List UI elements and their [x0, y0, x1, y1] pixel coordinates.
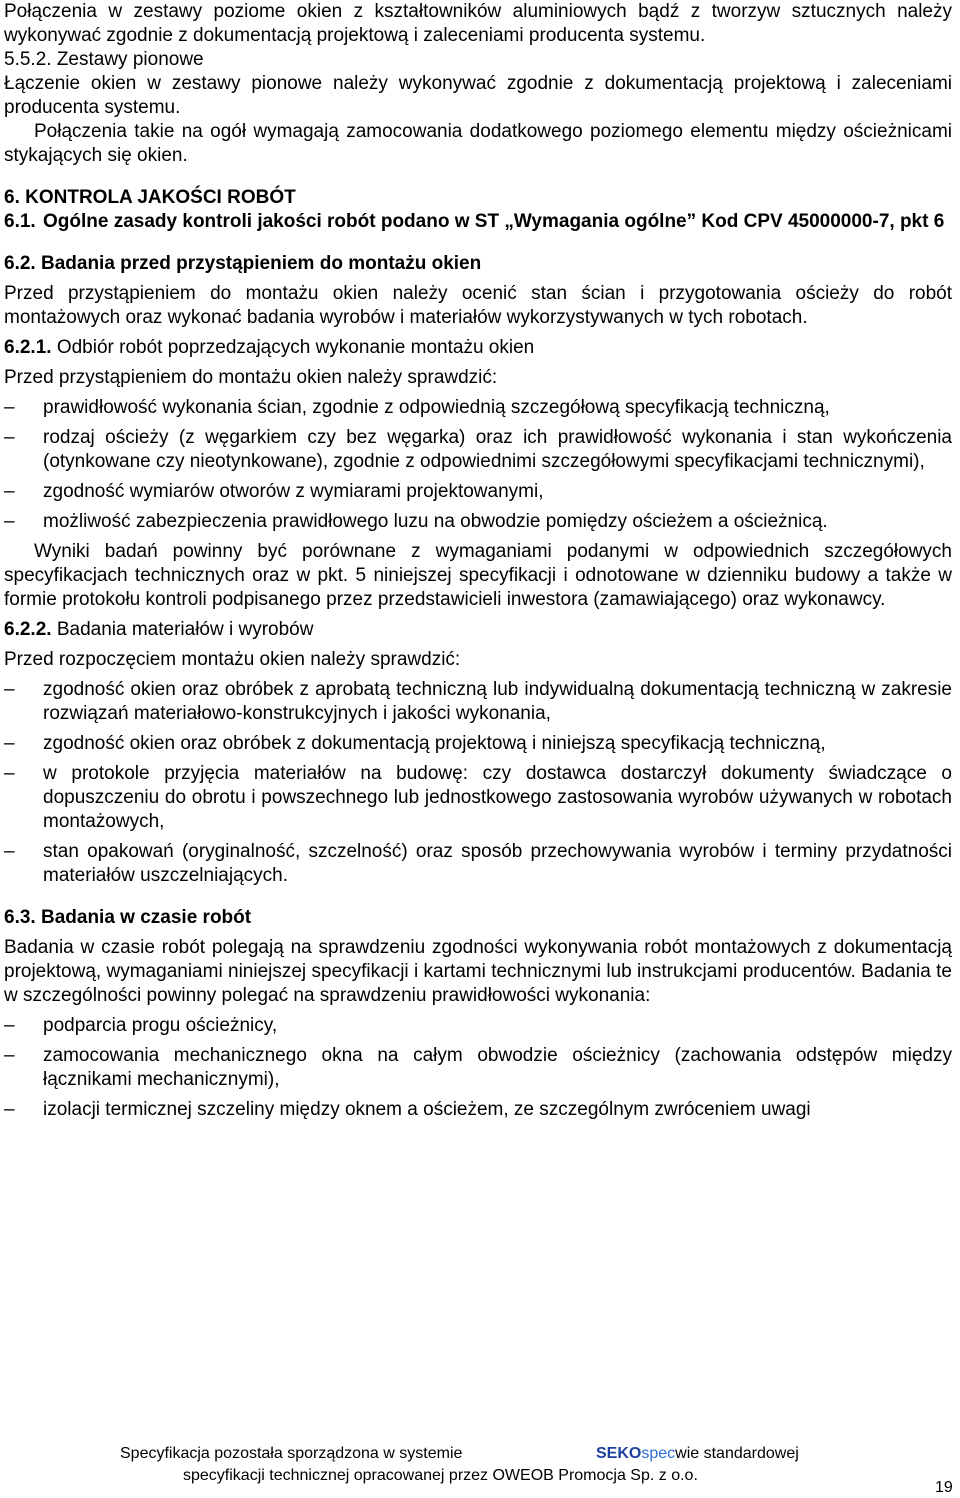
paragraph-vertical-sets: Łączenie okien w zestawy pionowe należy wykonywać zgodnie z dokumentacją projektową i zaleceniami producenta systemu.	[4, 73, 952, 118]
list-item: – izolacji termicznej szczeliny między oknem a ościeżem, ze szczególnym zwróceniem uwagi	[4, 1099, 811, 1120]
list-item: – rodzaj ościeży (z węgarkiem czy bez węgarka) oraz ich prawidłowość wykonania i stan wykończenia (otynkowane czy nieotynkowane), zgodnie z odpowiednimi szczegółowymi specyfikacjami technicznymi),	[4, 427, 952, 472]
heading-6-2-2-number: 6.2.2.	[4, 619, 52, 640]
heading-6-2-1-number: 6.2.1.	[4, 337, 52, 358]
list-item: – zgodność wymiarów otworów z wymiarami projektowanymi,	[4, 481, 544, 502]
paragraph-6-2-2-intro: Przed rozpoczęciem montażu okien należy sprawdzić:	[4, 649, 461, 670]
brand-spec: spec	[641, 1445, 676, 1462]
list-6-2-2	[4, 678, 952, 888]
heading-6-quality-control: 6. KONTROLA JAKOŚCI ROBÓT	[4, 187, 296, 208]
heading-6-2-1-text: Odbiór robót poprzedzających wykonanie montażu okien	[56, 337, 535, 358]
list-6-3	[4, 1014, 952, 1122]
brand-seko: SEKO	[596, 1445, 642, 1462]
heading-6-2-2-text: Badania materiałów i wyrobów	[56, 619, 314, 640]
paragraph-6-2: Przed przystąpieniem do montażu okien należy ocenić stan ścian i przygotowania ościeży do robót montażowych oraz wykonać badania wyrobów i materiałów wykorzystywanych w tych robotach.	[4, 283, 952, 328]
footer-brand	[596, 1444, 799, 1464]
list-item: – zamocowania mechanicznego okna na całym obwodzie ościeżnicy (zachowania odstępów między łącznikami mechanicznymi),	[4, 1045, 952, 1090]
heading-6-2-1	[4, 336, 952, 360]
heading-6-3-text: Badania w czasie robót	[40, 907, 252, 928]
heading-6-2-number: 6.2.	[4, 253, 36, 274]
heading-5-5-2: 5.5.2. Zestawy pionowe	[4, 49, 204, 70]
page-number: 19	[935, 1479, 953, 1496]
list-6-2-1	[4, 396, 952, 534]
heading-6-1	[4, 210, 952, 234]
paragraph-results: Wyniki badań powinny być porównane z wymaganiami podanymi w odpowiednich szczegółowych specyfikacjach technicznych oraz w pkt. 5 niniejszej specyfikacji i odnotowane w dzienniku budowy a także w formie protokołu kontroli podpisanego przez przedstawicieli inwestora (zamawiającego) oraz wykonawcy.	[4, 541, 952, 610]
heading-6-3-number: 6.3.	[4, 907, 36, 928]
heading-6-2-text: Badania przed przystąpieniem do montażu okien	[40, 253, 482, 274]
footer-text-left: Specyfikacja pozostała sporządzona w systemie	[120, 1445, 463, 1462]
paragraph-horizontal-sets: Połączenia w zestawy poziome okien z kształtowników aluminiowych bądź z tworzyw sztucznych należy wykonywać zgodnie z dokumentacją projektową i zaleceniami producenta systemu.	[4, 1, 952, 46]
footer-text-right: wie standardowej	[675, 1445, 799, 1462]
list-item: – podparcia progu ościeżnicy,	[4, 1015, 278, 1036]
document-page	[4, 0, 952, 1122]
list-item: – zgodność okien oraz obróbek z dokumentacją projektową i niniejszą specyfikacją techniczną,	[4, 733, 826, 754]
list-item: – stan opakowań (oryginalność, szczelność) oraz sposób przechowywania wyrobów i terminy przydatności materiałów uszczelniających.	[4, 841, 952, 886]
heading-6-3	[4, 906, 952, 930]
paragraph-6-2-1-intro: Przed przystąpieniem do montażu okien należy sprawdzić:	[4, 367, 498, 388]
footer-text-line2: specyfikacji technicznej opracowanej przez OWEOB Promocja Sp. z o.o.	[183, 1467, 698, 1484]
heading-6-1-number: 6.1.	[4, 211, 36, 232]
list-item: – zgodność okien oraz obróbek z aprobatą techniczną lub indywidualną dokumentacją techniczną w zakresie rozwiązań materiałowo-konstrukcyjnych i jakości wykonania,	[4, 679, 952, 724]
paragraph-6-3: Badania w czasie robót polegają na sprawdzeniu zgodności wykonywania robót montażowych z dokumentacją projektową, wymaganiami niniejszej specyfikacji i kartami technicznymi lub instrukcjami producentów. Badania te w szczególności powinny polegać na sprawdzeniu prawidłowości wykonania:	[4, 937, 952, 1006]
list-item: – prawidłowość wykonania ścian, zgodnie z odpowiednią szczegółową specyfikacją techniczną,	[4, 397, 830, 418]
heading-6-2-2	[4, 618, 952, 642]
list-item: – możliwość zabezpieczenia prawidłowego luzu na obwodzie pomiędzy ościeżem a ościeżnicą.	[4, 511, 828, 532]
list-item: – w protokole przyjęcia materiałów na budowę: czy dostawca dostarczył dokumenty świadczące o dopuszczeniu do obrotu i powszechnego lub jednostkowego zastosowania wyrobów używanych w robotach montażowych,	[4, 763, 952, 832]
paragraph-connections: Połączenia takie na ogół wymagają zamocowania dodatkowego poziomego elementu między ościeżnicami stykających się okien.	[4, 121, 952, 166]
heading-6-2	[4, 252, 952, 276]
heading-6-1-text: Ogólne zasady kontroli jakości robót podano w ST „Wymagania ogólne” Kod CPV 45000000-7, pkt 6	[43, 211, 945, 232]
